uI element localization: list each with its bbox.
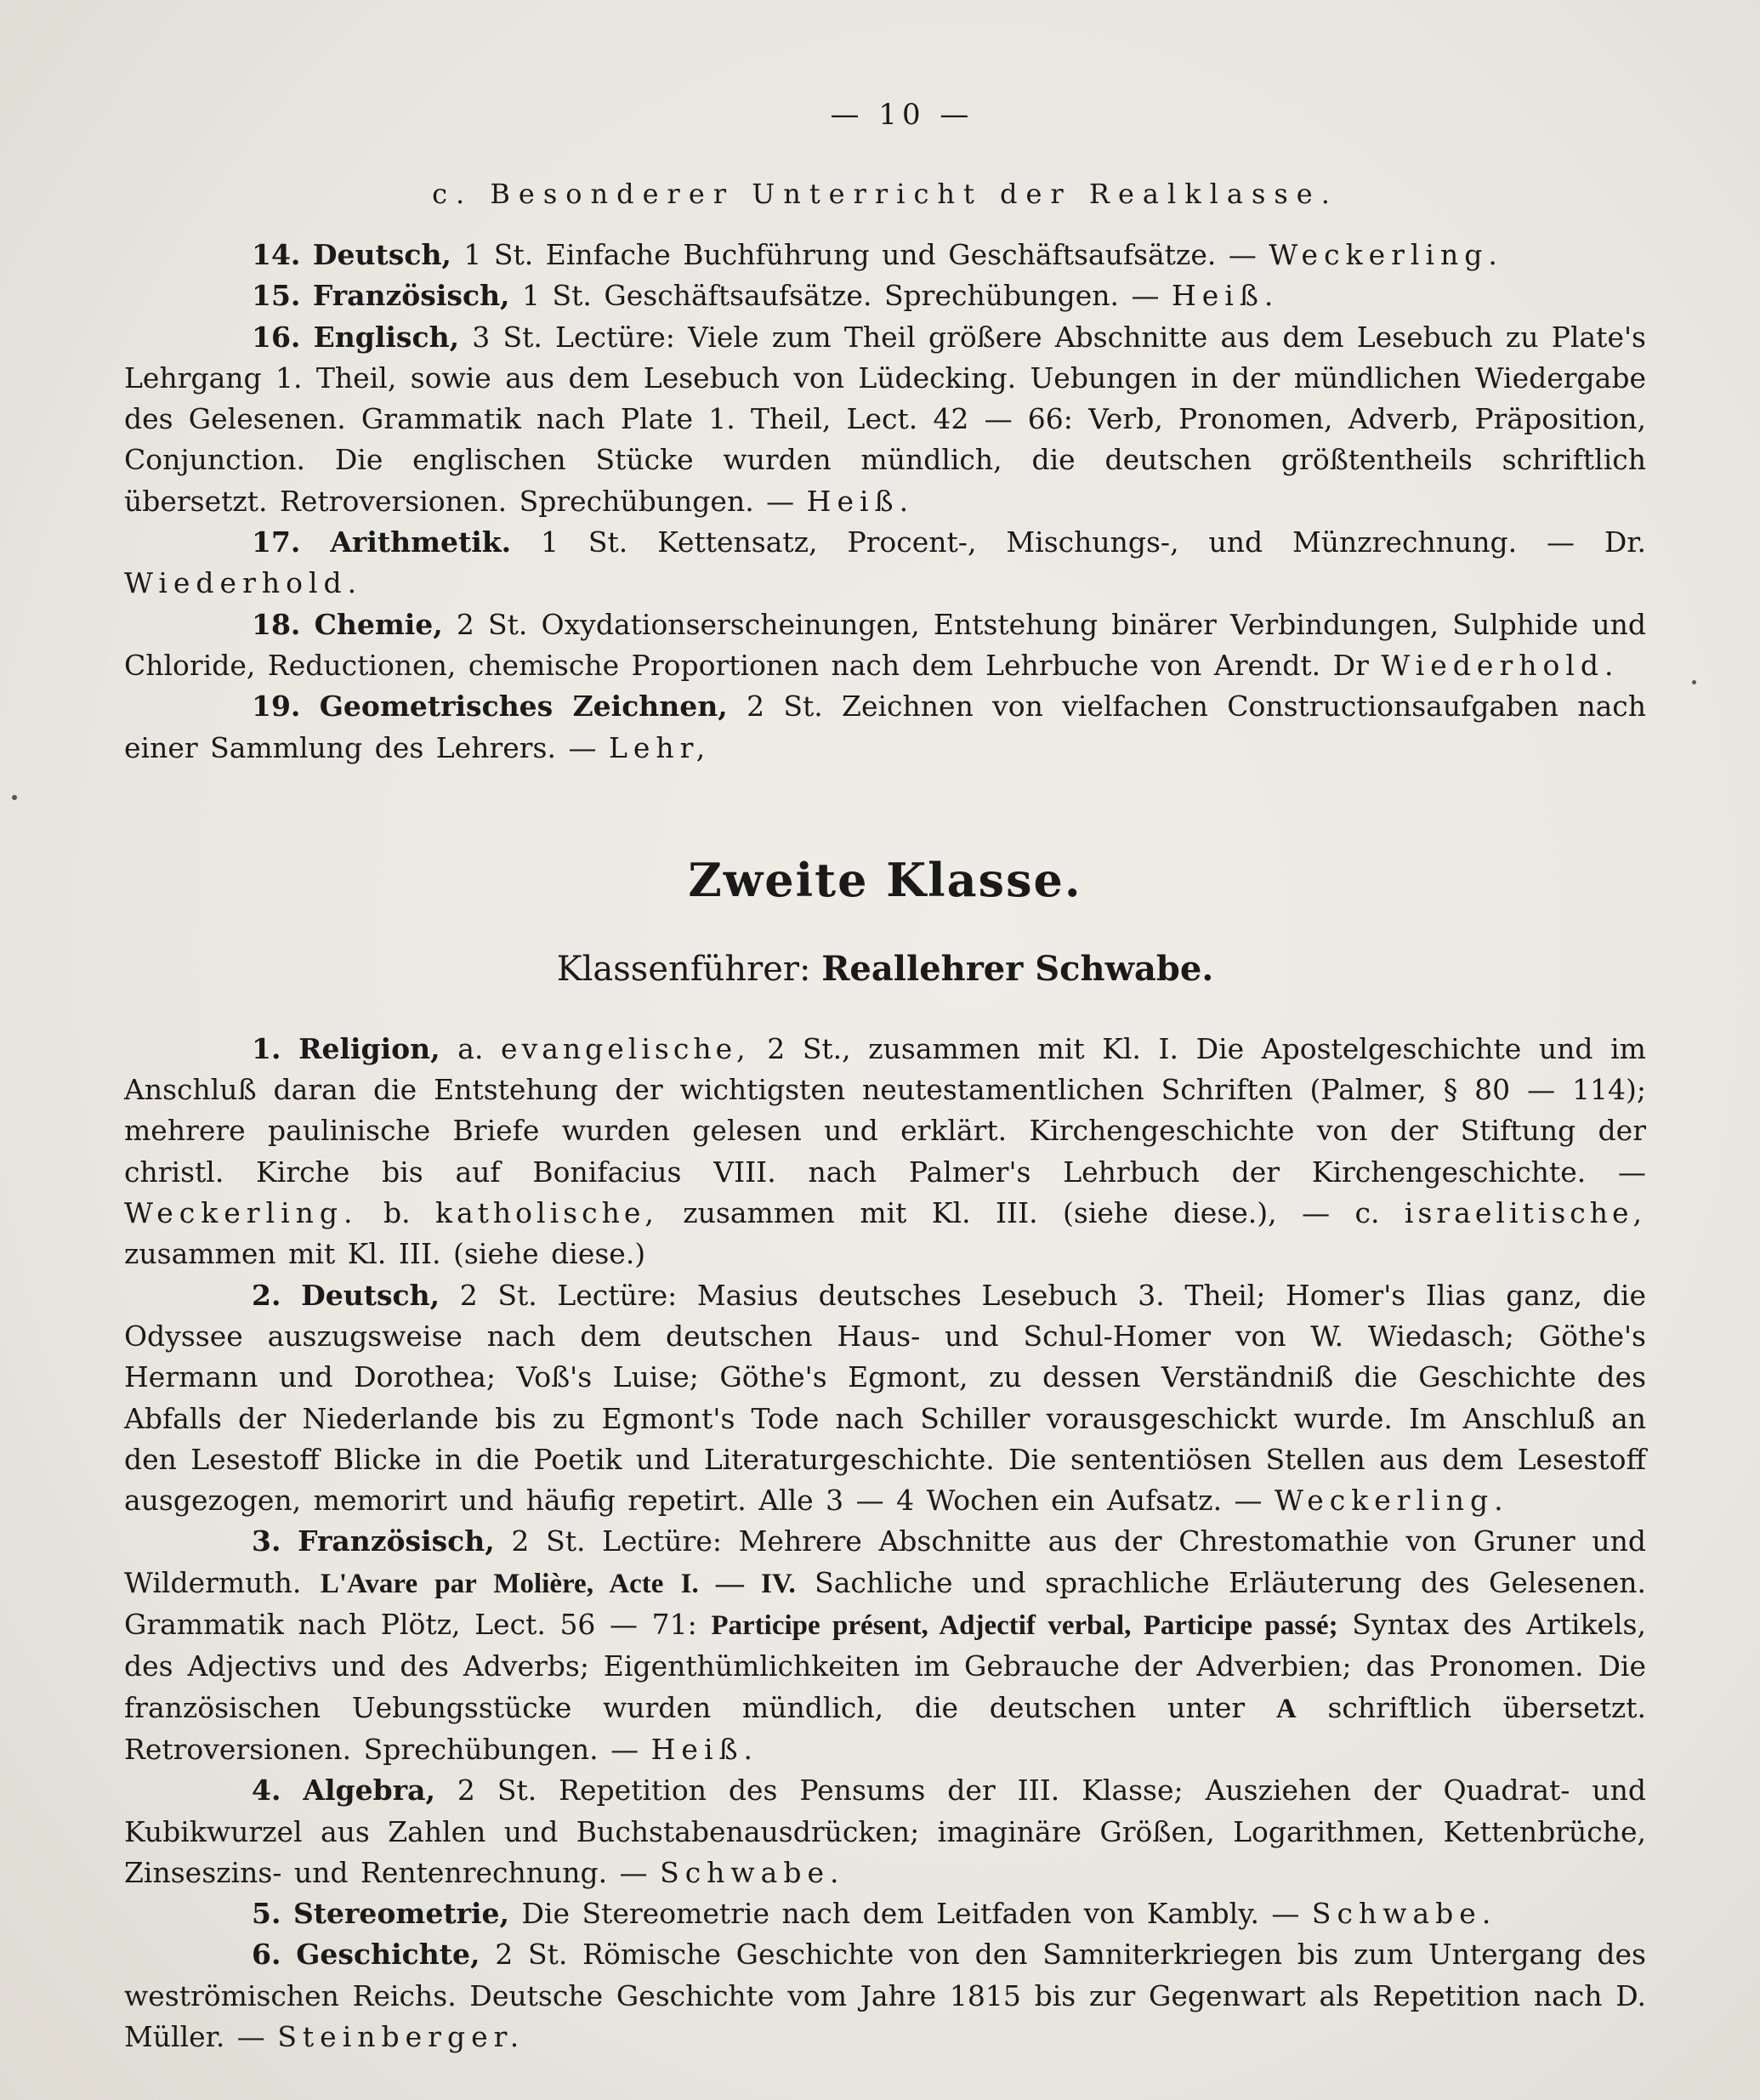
subject-entry-religion <box>124 1029 1646 1275</box>
subject-name: Deutsch, <box>301 1278 440 1312</box>
entry-text: schriftlich übersetzt. Retroversionen. Sprechübungen. — <box>124 1690 1647 1766</box>
entry-number: 6. <box>252 1938 281 1972</box>
subject-name: Algebra, <box>303 1774 435 1808</box>
entry-text: 2 St. Lectüre: Mehrere Abschnitte aus der Chrestomathie von Gruner und Wildermuth. <box>124 1524 1646 1599</box>
latin-text: Participe présent, Adjectif verbal, Participe passé; <box>711 1610 1338 1642</box>
entry-text: zusammen mit Kl. III. (siehe diese.) <box>124 1237 646 1271</box>
entry-number: 2. <box>252 1278 281 1312</box>
entry-text: Die Stereometrie nach dem Leitfaden von Kambly. — <box>508 1897 1312 1931</box>
entry-number: 16. <box>252 320 301 354</box>
teacher-name: Steinberger. <box>277 2019 525 2053</box>
page-content <box>124 85 1646 2057</box>
latin-text: A <box>1275 1693 1297 1724</box>
entry-text: Sachliche und sprachliche Erläuterung des Gelesenen. Grammatik nach Plötz, Lect. 56 — 71: <box>124 1565 1646 1642</box>
entry-text: 2 St. Lectüre: Masius deutsches Lesebuch 3. Theil; Homer's Ilias ganz, die Odyssee auszugsweise nach dem deutschen Haus- und Schul-Homer von W. Wiedasch; Göthe's Hermann und Dorothea; Voß's Luise; Göthe's Egmont, zu dessen Verständniß die Geschichte des Abfalls der Niederlande bis zu Egmont's Tode nach Schiller vorausgeschickt wurde. Im Anschluß an den Lesestoff Blicke in die Poetik und Literaturgeschichte. Die sententiösen Stellen aus dem Lesestoff ausgezogen, memorirt und häufig repetirt. Alle 3 — 4 Wochen ein Aufsatz. — <box>124 1278 1646 1518</box>
latin-text: L'Avare par Molière, Acte I. — IV. <box>320 1568 796 1599</box>
teacher-name: Weckerling. <box>1275 1484 1509 1518</box>
subject-entry-18 <box>124 604 1646 687</box>
subject-entry-stereometrie <box>124 1893 1646 1934</box>
subject-name: Chemie, <box>314 607 443 641</box>
entry-text: 2 St. Oxydationserscheinungen, Entstehung binärer Verbindungen, Sulphide und Chloride, Reductionen, chemische Proportionen nach dem Lehrbuche von Arendt. Dr <box>124 607 1646 682</box>
teacher-name: Heiß. <box>650 1732 759 1766</box>
entry-text: 1 St. Einfache Buchführung und Geschäftsaufsätze. — <box>451 238 1269 271</box>
entry-text: 1 St. Geschäftsaufsätze. Sprechübungen. — <box>509 279 1172 313</box>
class-leader-label: Klassenführer: <box>556 949 811 989</box>
entry-text: 2 St., zusammen mit Kl. I. Die Apostelgeschichte und im Anschluß daran die Entstehung der wichtigsten neutestamentlichen Schriften (Palmer, § 80 — 114); mehrere paulinische Briefe wurden gelesen und erklärt. Kirchengeschichte von der Stiftung der christl. Kirche bis auf Bonifacius VIII. nach Palmer's Lehrbuch der Kirchengeschichte. — <box>124 1031 1646 1189</box>
class-leader-name: Reallehrer Schwabe. <box>821 948 1214 989</box>
subject-entry-14 <box>124 235 1646 275</box>
entry-number: 4. <box>252 1774 281 1808</box>
subject-entry-17 <box>124 522 1646 604</box>
teacher-name: Wiederhold. <box>124 566 363 600</box>
class-leader <box>124 944 1646 995</box>
class-heading: Zweite Klasse. <box>688 852 1082 907</box>
denomination-label: israelitische, <box>1404 1196 1647 1230</box>
entry-text: 2 St. Zeichnen von vielfachen Constructionsaufgaben nach einer Sammlung des Lehrers. — <box>124 690 1646 764</box>
denomination-label: evangelische, <box>501 1031 750 1065</box>
page-number: — 10 — <box>830 98 974 132</box>
subject-entry-15 <box>124 275 1646 316</box>
subject-name: Französisch, <box>312 279 510 313</box>
entry-text: Syntax des Artikels, des Adjectivs und des Adverbs; Eigenthümlichkeiten im Gebrauche der Adverbien; das Pronomen. Die französischen Uebungsstücke wurden mündlich, die deutschen unter <box>124 1608 1646 1724</box>
entry-number: 14. <box>252 238 301 271</box>
subject-entry-algebra <box>124 1770 1646 1893</box>
section-title: c. Besonderer Unterricht der Realklasse. <box>432 178 1338 210</box>
teacher-name: Schwabe. <box>1311 1897 1497 1931</box>
teacher-name: Lehr, <box>608 730 712 764</box>
ink-speck <box>12 795 17 800</box>
teacher-name: Wiederhold. <box>1381 648 1620 682</box>
entry-text: 3 St. Lectüre: Viele zum Theil größere Abschnitte aus dem Lesebuch zu Plate's Lehrgang 1. Theil, sowie aus dem Lesebuch von Lüdecking. Uebungen in der mündlichen Wiedergabe des Gelesenen. Grammatik nach Plate 1. Theil, Lect. 42 — 66: Verb, Pronomen, Adverb, Präposition, Conjunction. Die englischen Stücke wurden mündlich, die deutschen größtentheils schriftlich übersetzt. Retroversionen. Sprechübungen. — <box>124 320 1646 518</box>
subject-entry-deutsch <box>124 1275 1646 1522</box>
subject-entry-geschichte <box>124 1934 1646 2057</box>
entry-number: 3. <box>252 1524 281 1558</box>
subject-name: Deutsch, <box>312 238 451 271</box>
subject-entry-16 <box>124 317 1646 522</box>
subject-name: Französisch, <box>298 1524 495 1558</box>
entry-text: b. <box>358 1196 435 1230</box>
subject-name: Arithmetik. <box>330 525 512 559</box>
subject-name: Geschichte, <box>296 1938 480 1972</box>
entry-number: 5. <box>252 1897 281 1931</box>
teacher-name: Schwabe. <box>660 1855 845 1889</box>
denomination-label: katholische, <box>435 1196 658 1230</box>
teacher-name: Heiß. <box>806 484 915 518</box>
entry-number: 19. <box>252 690 301 724</box>
entry-number: 15. <box>252 279 301 313</box>
entry-text: 1 St. Kettensatz, Procent-, Mischungs-, und Münzrechnung. — Dr. <box>511 525 1646 559</box>
teacher-name: Heiß. <box>1171 279 1280 313</box>
subject-entry-franzoesisch <box>124 1521 1646 1770</box>
subject-name: Geometrisches Zeichnen, <box>319 690 728 724</box>
subject-name: Englisch, <box>313 320 460 354</box>
entry-text: 2 St. Repetition des Pensums der III. Klasse; Ausziehen der Quadrat- und Kubikwurzel aus Zahlen und Buchstabenausdrücken; imaginäre Größen, Logarithmen, Kettenbrüche, Zinseszins- und Rentenrechnung. — <box>124 1774 1646 1889</box>
teacher-name: Weckerling. <box>124 1196 359 1230</box>
subject-entry-19 <box>124 686 1646 769</box>
entry-text: zusammen mit Kl. III. (siehe diese.), — c. <box>657 1196 1405 1230</box>
entry-number: 17. <box>252 525 301 559</box>
entry-text: a. <box>440 1031 502 1065</box>
subject-name: Stereometrie, <box>292 1897 509 1931</box>
entry-number: 18. <box>252 607 301 641</box>
ink-speck <box>1692 680 1696 684</box>
entry-number: 1. <box>252 1031 281 1065</box>
entry-text: 2 St. Römische Geschichte von den Samniterkriegen bis zum Untergang des weströmischen Reichs. Deutsche Geschichte vom Jahre 1815 bis zur Gegenwart als Repetition nach D. Müller. — <box>124 1938 1646 2053</box>
teacher-name: Weckerling. <box>1269 238 1503 271</box>
subject-name: Religion, <box>298 1031 440 1065</box>
